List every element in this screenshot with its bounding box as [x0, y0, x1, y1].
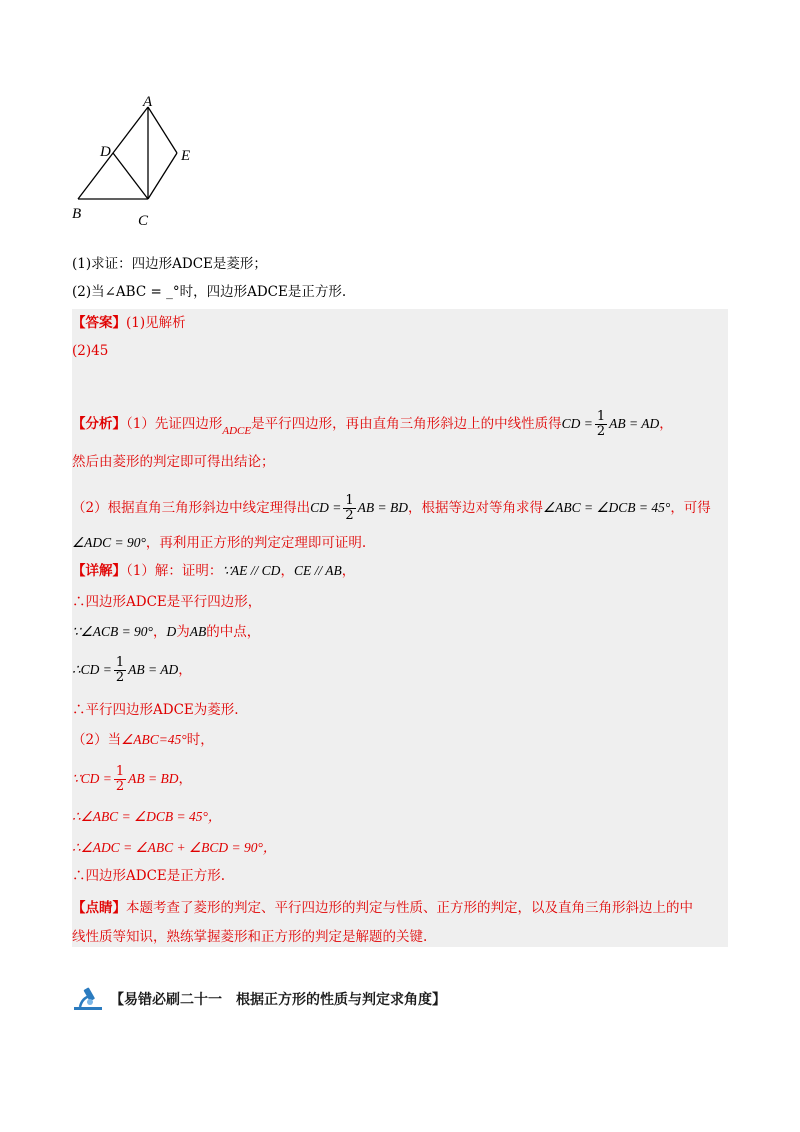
- comment-line-1: [72, 898, 693, 918]
- detail-3e: AB: [189, 624, 207, 639]
- analysis-1e: AB = AD: [609, 416, 660, 431]
- analysis-1a: （1）先证四边形: [126, 416, 223, 432]
- analysis-tag: 【分析】: [72, 416, 126, 432]
- fraction-half-3: $\frac{1}{2}$: [115, 655, 125, 685]
- geometry-figure: [70, 90, 210, 230]
- detail-1b: ∵AE // CD: [222, 563, 281, 578]
- analysis-4a: ∠ADC = 90°: [72, 535, 146, 550]
- fraction-half: $\frac{1}{2}$: [596, 409, 606, 439]
- detail-6a: （2）当: [72, 732, 122, 748]
- detail-3b: ，: [152, 624, 167, 640]
- analysis-1c: 是平行四边形，再由直角三角形斜边上的中线性质得: [251, 416, 562, 432]
- detail-line-8: ∴∠ABC = ∠DCB = 45°，: [72, 809, 222, 824]
- analysis-line-2: 然后由菱形的判定即可得出结论；: [72, 454, 275, 470]
- detail-3c: D: [166, 624, 177, 639]
- detail-3f: 的中点，: [206, 624, 261, 640]
- analysis-3e: ∠ABC = ∠DCB = 45°: [542, 500, 671, 515]
- analysis-3c: AB = BD: [357, 500, 408, 515]
- detail-7b: AB = BD: [128, 771, 179, 786]
- detail-1c: ，: [280, 563, 294, 579]
- fraction-half-4: $\frac{1}{2}$: [115, 764, 125, 794]
- detail-3a: ∵∠ACB = 90°: [72, 624, 153, 639]
- detail-4b: AB = AD: [128, 662, 179, 677]
- answer-2: (2)45: [72, 343, 109, 359]
- detail-3d: 为: [176, 624, 190, 640]
- detail-line-5: ∴平行四边形ADCE为菱形.: [72, 702, 239, 718]
- section-heading: [72, 986, 446, 1012]
- detail-line-3: [72, 622, 260, 642]
- analysis-1f: ，: [659, 416, 673, 432]
- rhombus-diagram: [70, 90, 210, 230]
- detail-4c: ，: [178, 662, 192, 678]
- analysis-line-1: [72, 410, 673, 439]
- analysis-3f: ，可得: [670, 500, 711, 516]
- fraction-half-2: $\frac{1}{2}$: [345, 493, 354, 523]
- answer-tag: 【答案】: [72, 315, 126, 331]
- comment-tag: 【点睛】: [72, 900, 126, 916]
- analysis-line-3: [72, 494, 711, 523]
- detail-1d: CE // AB: [293, 563, 342, 578]
- analysis-1b: ADCE: [222, 425, 252, 437]
- label-e: E: [181, 148, 191, 164]
- microscope-icon: [72, 986, 106, 1012]
- analysis-3d: ，根据等边对等角求得: [407, 500, 543, 516]
- label-b: B: [72, 206, 82, 222]
- answer-1: (1)见解析: [126, 315, 186, 331]
- detail-line-6: [72, 730, 214, 750]
- analysis-3a: （2）根据直角三角形斜边中线定理得出: [72, 500, 311, 516]
- detail-tag: 【详解】: [72, 563, 126, 579]
- detail-line-9: ∴∠ADC = ∠ABC + ∠BCD = 90°，: [72, 840, 277, 855]
- detail-7c: ，: [178, 771, 192, 787]
- detail-line-7: [72, 765, 192, 794]
- analysis-line-4: [72, 533, 366, 553]
- detail-line-2: ∴四边形ADCE是平行四边形，: [72, 594, 262, 610]
- detail-line-4: [72, 656, 192, 685]
- detail-4a: ∴CD =: [72, 662, 112, 677]
- section-title: 【易错必刷二十一 根据正方形的性质与判定求角度】: [110, 992, 446, 1008]
- detail-line-10: ∴四边形ADCE是正方形.: [72, 868, 226, 884]
- analysis-1d: CD =: [561, 416, 593, 431]
- detail-6c: 时，: [186, 732, 214, 748]
- detail-6b: ∠ABC=45°: [121, 732, 187, 747]
- question-2: (2)当∠ABC = _°时，四边形ADCE是正方形.: [72, 284, 347, 300]
- label-c: C: [138, 213, 149, 229]
- detail-7a: ∵CD =: [72, 771, 112, 786]
- detail-line-1: [72, 561, 355, 581]
- label-d: D: [100, 144, 111, 160]
- question-1: (1)求证：四边形ADCE是菱形；: [72, 256, 267, 272]
- detail-1a: （1）解：证明：: [126, 563, 223, 579]
- comment-line-2: 线性质等知识，熟练掌握菱形和正方形的判定是解题的关键.: [72, 929, 428, 945]
- answer-line-1: [72, 313, 186, 333]
- analysis-4b: ，再利用正方形的判定定理即可证明.: [145, 535, 367, 551]
- analysis-3b: CD =: [310, 500, 342, 515]
- detail-1e: ，: [341, 563, 356, 579]
- comment-1: 本题考查了菱形的判定、平行四边形的判定与性质、正方形的判定，以及直角三角形斜边上的中: [126, 900, 693, 916]
- label-a: A: [143, 94, 153, 110]
